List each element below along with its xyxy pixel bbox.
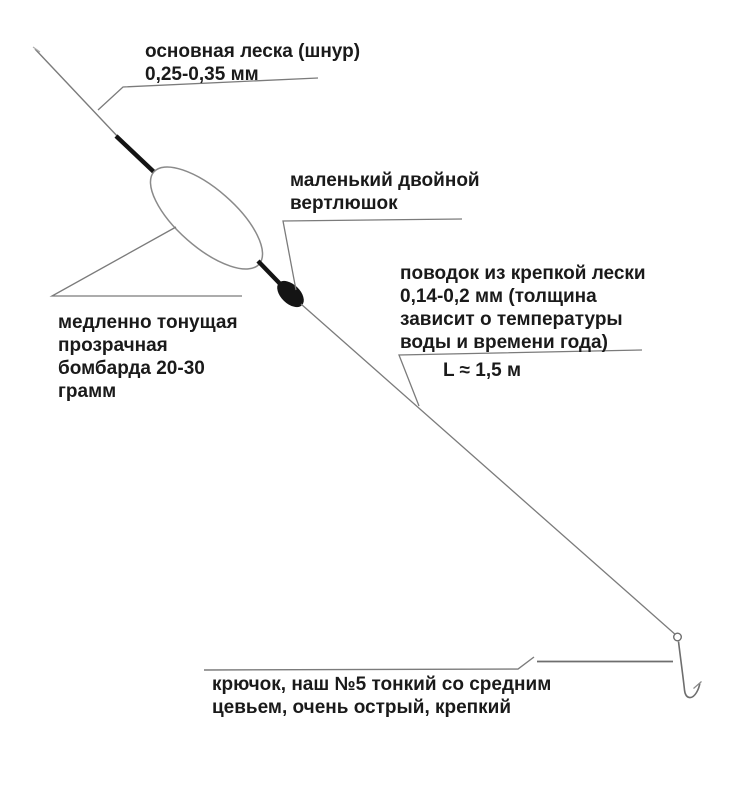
label-hook: [212, 673, 551, 719]
main-line: [35, 49, 119, 138]
label-main-line: [145, 40, 360, 86]
label-bombarda-text-3: бомбарда 20-30: [58, 358, 205, 379]
label-main-line-text-1: основная леска (шнур): [145, 41, 361, 62]
hook-eye: [674, 633, 682, 641]
bombarda-float: [135, 150, 279, 286]
label-leader-text-1: поводок из крепкой лески: [400, 263, 646, 284]
label-leader-length: [443, 359, 521, 382]
label-bombarda-text-4: грамм: [58, 381, 117, 402]
label-swivel-text-1: маленький двойной: [290, 170, 480, 191]
fishing-hook: [679, 642, 700, 698]
label-swivel: [290, 169, 480, 215]
label-main-line-text-2: 0,25-0,35 мм: [145, 64, 259, 85]
label-leader-text-2: 0,14-0,2 мм (толщина: [400, 286, 597, 307]
label-hook-text-2: цевьем, очень острый, крепкий: [212, 697, 512, 718]
bombarda-antenna-upper: [116, 136, 154, 172]
label-leader-text-4: воды и времени года): [400, 332, 608, 353]
label-leader-length-text: L ≈ 1,5 м: [443, 360, 521, 381]
label-leader: [400, 262, 646, 354]
hook-label-pointer: [204, 657, 534, 670]
label-bombarda-text-2: прозрачная: [58, 335, 168, 356]
label-bombarda: [58, 311, 238, 403]
label-hook-text-1: крючок, наш №5 тонкий со средним: [212, 674, 552, 695]
label-leader-text-3: зависит о температуры: [400, 309, 623, 330]
label-swivel-text-2: вертлюшок: [290, 193, 398, 214]
label-bombarda-text-1: медленно тонущая: [58, 312, 238, 333]
